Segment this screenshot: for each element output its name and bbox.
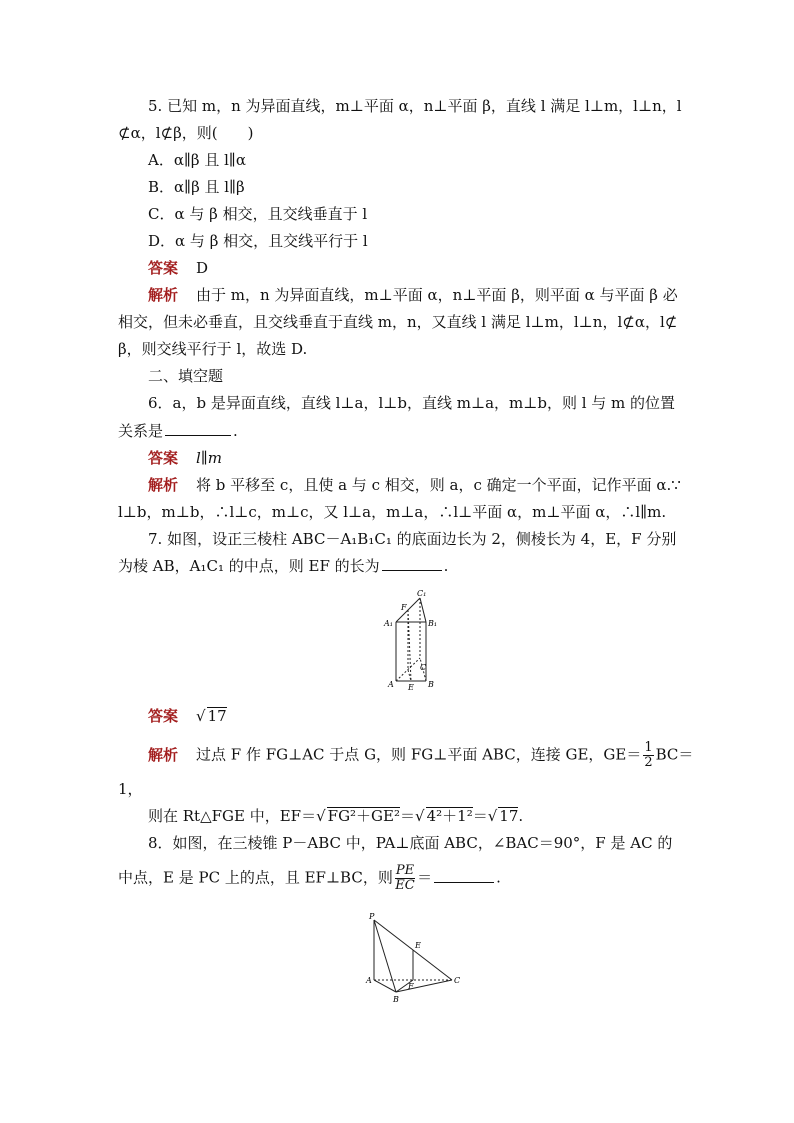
radical-2: 4²＋1² [426,807,473,825]
q7-line2 [118,556,448,576]
q6-line2-prefix: 关系是 [118,422,164,440]
q5-option-a: A．α∥β 且 l∥α [148,151,246,169]
label-a: A [388,680,394,689]
q6-line2-suffix: . [233,422,238,440]
label-b: B [393,995,399,1004]
label-p: P [369,912,375,921]
q5-analysis-line1 [148,285,678,305]
q5-analysis-line2: 相交，但未必垂直，且交线垂直于直线 m，n，又直线 l 满足 l⊥m，l⊥n，l⊄α，l⊄ [118,313,678,331]
q5-answer [148,258,208,278]
period: . [518,807,524,825]
q5-analysis-line3: β，则交线平行于 l，故选 D. [118,340,308,358]
analysis-label: 解析 [148,286,179,304]
label-a1: A₁ [384,619,393,628]
answer-label: 答案 [148,707,179,725]
label-e: E [415,941,421,950]
radical-3: 17 [499,807,519,825]
q7-analysis-text1: 过点 F 作 FG⊥AC 于点 G，则 FG⊥平面 ABC，连接 GE，GE＝ [196,745,642,764]
q7-analysis-text1-suffix: BC＝ [655,745,694,764]
label-f: F [408,982,414,991]
q6-answer [148,448,222,468]
frac-den: EC [395,878,415,893]
analysis-label: 解析 [148,476,179,494]
q7-line2-suffix: . [443,557,449,575]
label-a: A [366,976,372,985]
q7-line2-prefix: 为棱 AB，A₁C₁ 的中点，则 EF 的长为 [118,557,380,575]
label-c: C [454,976,461,985]
answer-blank [165,421,231,436]
period: . [496,868,501,887]
fraction-pe-ec [395,864,415,893]
q8-line1: 8．如图，在三棱锥 P－ABC 中，PA⊥底面 ABC，∠BAC＝90°，F 是 AC 的 [148,834,673,852]
q5-option-b: B．α∥β 且 l∥β [148,178,245,196]
q7-analysis-line3: 则在 Rt△FGE 中，EF＝√ FG²＋GE²＝√ 4²＋1²＝√ 17. [148,807,524,825]
label-e: E [408,683,414,690]
q6-analysis-text1: 将 b 平移至 c，且使 a 与 c 相交，则 a，c 确定一个平面，记作平面 α.∵ [196,476,681,494]
equals-sign: ＝ [472,807,488,825]
answer-blank [434,868,494,883]
q6-answer-value: l∥m [196,449,222,467]
radical-1: FG²＋GE² [327,807,401,825]
q7-answer: 答案 √ 17 [148,707,227,725]
q5-option-d: D．α 与 β 相交，且交线平行于 l [148,232,368,250]
q5-answer-value: D [196,259,209,277]
q6-line1: 6．a，b 是异面直线，直线 l⊥a，l⊥b，直线 m⊥a，m⊥b，则 l 与 m 的位置 [148,394,676,412]
q7-analysis-line2: 1， [118,780,143,798]
q5-analysis-text1: 由于 m，n 为异面直线，m⊥平面 α，n⊥平面 β，则平面 α 与平面 β 必 [196,286,678,304]
answer-label: 答案 [148,259,179,277]
equals-sign: ＝ [400,807,416,825]
q5-line2: ⊄α，l⊄β，则( ) [118,124,254,142]
frac-den: 2 [644,755,653,770]
label-f: F [401,603,407,612]
q5-line1: 5. 已知 m，n 为异面直线，m⊥平面 α，n⊥平面 β，直线 l 满足 l⊥m，l⊥n，l [148,97,682,115]
q8-line2 [118,864,501,893]
label-b1: B₁ [428,619,438,628]
label-c: C [420,663,427,672]
q8-line2-prefix: 中点，E 是 PC 上的点，且 EF⊥BC，则 [118,868,393,887]
q7-analysis-line1 [148,741,693,770]
label-b: B [428,680,434,689]
answer-label: 答案 [148,449,179,467]
q6-analysis-line1 [148,475,681,495]
fraction-half [643,741,653,770]
q7-answer-value: 17 [207,707,227,725]
q6-line2 [118,421,238,441]
answer-blank [382,556,442,571]
q7-analysis-text3: 则在 Rt△FGE 中，EF＝ [148,807,317,825]
analysis-label: 解析 [148,745,179,764]
label-c1: C₁ [417,589,427,598]
q6-analysis-line2: l⊥b，m⊥b，∴l⊥c，m⊥c，又 l⊥a，m⊥a，∴l⊥平面 α，m⊥平面 α，∴l∥m. [118,503,667,521]
frac-num: PE [395,863,415,878]
q5-option-c: C．α 与 β 相交，且交线垂直于 l [148,205,368,223]
section-title: 二、填空题 [148,367,224,385]
pyramid-figure [360,908,468,1008]
equals-sign: ＝ [417,868,433,887]
q7-line1: 7. 如图，设正三棱柱 ABC－A₁B₁C₁ 的底面边长为 2，侧棱长为 4，E，F 分别 [148,530,677,548]
prism-figure [382,586,446,690]
frac-num: 1 [644,740,653,755]
